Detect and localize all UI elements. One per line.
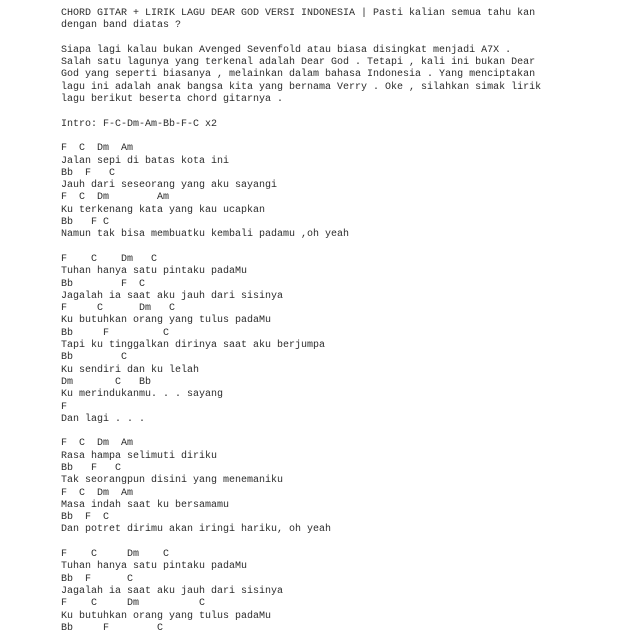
title-line: CHORD GITAR + LIRIK LAGU DEAR GOD VERSI INDONESIA | Pasti kalian semua tahu kan (61, 8, 536, 19)
paragraph-line: lagu berikut beserta chord gitarnya . (61, 94, 284, 106)
lyric-line: Jagalah ia saat aku jauh dari sisinya (61, 585, 284, 597)
paragraph-line: lagu ini adalah anak bangsa kita yang bernama Verry . Oke , silahkan simak lirik (61, 81, 542, 93)
paragraph-line: God yang seperti biasanya , melainkan dalam bahasa Indonesia . Yang menciptakan (61, 69, 536, 81)
chord-line: F C Dm Am (61, 143, 134, 155)
chord-line: F (61, 401, 68, 413)
chord-line: F C Dm Am (61, 438, 134, 450)
chord-line: F C Dm Am (61, 487, 134, 499)
chord-line: Bb C (61, 352, 128, 364)
chord-line: Bb F C (61, 462, 122, 474)
intro-paragraph (61, 45, 631, 106)
song-document (61, 8, 631, 635)
chord-line: F C Dm C (61, 598, 206, 610)
lyric-line: Ku butuhkan orang yang tulus padaMu (61, 315, 272, 327)
chord-line: Bb F C (61, 327, 170, 339)
chord-line: F C Dm C (61, 549, 170, 561)
lyric-line: Ku merindukanmu. . . sayang (61, 389, 224, 401)
title-line: dengan band diatas ? (61, 20, 182, 32)
chord-line: F C Dm Am (61, 192, 170, 204)
chord-line: Bb F C (61, 167, 116, 179)
lyric-line: Tak seorangpun disini yang menemaniku (61, 475, 284, 487)
lyric-line: Rasa hampa selimuti diriku (61, 450, 218, 462)
chorus-2 (61, 549, 631, 635)
lyric-line: Ku butuhkan orang yang tulus padaMu (61, 610, 272, 622)
verse-1 (61, 143, 631, 241)
chord-line: Bb F C (61, 217, 110, 229)
paragraph-line: Siapa lagi kalau bukan Avenged Sevenfold atau biasa disingkat menjadi A7X . (61, 44, 512, 56)
lyric-line: Namun tak bisa membuatku kembali padamu ,oh yeah (61, 229, 350, 241)
chord-line: Bb F C (61, 512, 110, 524)
title-block (61, 8, 631, 33)
intro-chords: Intro: F-C-Dm-Am-Bb-F-C x2 (61, 118, 218, 130)
lyric-line: Tuhan hanya satu pintaku padaMu (61, 266, 248, 278)
chord-line: Dm C Bb (61, 376, 152, 388)
lyric-line: Jalan sepi di batas kota ini (61, 155, 230, 167)
chord-line: F C Dm C (61, 303, 176, 315)
lyric-line: Masa indah saat ku bersamamu (61, 499, 230, 511)
chord-line: Bb F C (61, 278, 146, 290)
lyric-line: Jagalah ia saat aku jauh dari sisinya (61, 290, 284, 302)
chord-line: Bb F C (61, 573, 134, 585)
lyric-line: Ku terkenang kata yang kau ucapkan (61, 204, 266, 216)
lyric-line: Dan lagi . . . (61, 413, 146, 425)
chord-line: F C Dm C (61, 253, 158, 265)
lyric-line: Ku sendiri dan ku lelah (61, 364, 200, 376)
chord-line: Bb F C (61, 622, 164, 634)
lyric-line: Tapi ku tinggalkan dirinya saat aku berjumpa (61, 340, 326, 352)
verse-2 (61, 438, 631, 536)
paragraph-line: Salah satu lagunya yang terkenal adalah Dear God . Tetapi , kali ini bukan Dear (61, 57, 536, 69)
lyric-line: Dan potret dirimu akan iringi hariku, oh yeah (61, 524, 332, 536)
chorus-1 (61, 254, 631, 426)
lyric-line: Tuhan hanya satu pintaku padaMu (61, 561, 248, 573)
lyric-line: Jauh dari seseorang yang aku sayangi (61, 180, 278, 192)
